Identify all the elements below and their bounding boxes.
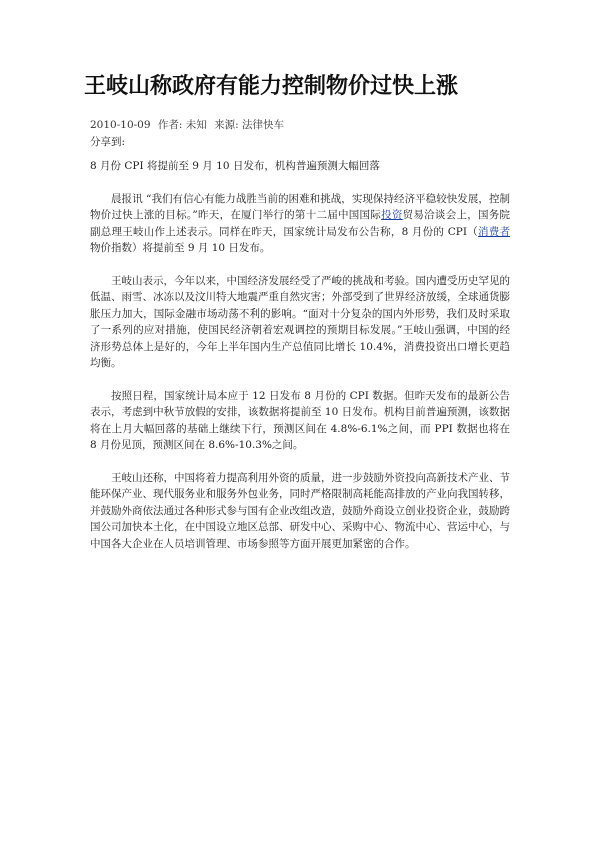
p1-text-after: 物价指数）将提前至 9 月 10 日发布。 xyxy=(90,242,271,254)
article-title: 王岐山称政府有能力控制物价过快上涨 xyxy=(84,74,459,99)
article-date: 2010-10-09 xyxy=(90,119,151,131)
article-meta xyxy=(90,117,288,134)
consumer-link[interactable]: 消费者 xyxy=(478,225,510,238)
p1-text-middle: 贸易洽谈会上，国务院副总理王岐山作上述表示。同样在昨天，国家统计局发布公告称，8 月份的 CPI（ xyxy=(90,209,511,238)
article-paragraph-1 xyxy=(90,191,510,257)
article-source: 来源: 法律快车 xyxy=(214,119,284,131)
article-body xyxy=(90,158,510,568)
article-author: 作者: 未知 xyxy=(157,119,207,131)
article-paragraph-4: 王岐山还称，中国将着力提高利用外资的质量，进一步鼓励外资投向高新技术产业、节能环保产业、现代服务业和服务外包业务，同时严格限制高耗能高排放的产业向我国转移，并鼓励外商依法通过各种形式参与国有企业改组改造，鼓励外商设立创业投资企业，鼓励跨国公司加快本土化，在中国设立地区总部、研发中心、采购中心、物流中心、营运中心，与中国各大企业在人员培训管理、市场参照等方面开展更加紧密的合作。 xyxy=(90,471,510,550)
share-label[interactable]: 分享到: xyxy=(90,136,126,148)
article-paragraph-3: 按照日程，国家统计局本应于 12 日发布 8 月份的 CPI 数据。但昨天发布的最新公告表示，考虑到中秋节放假的安排，该数据将提前至 10 日发布。机构目前普遍预测，该数据将在上月大幅回落的基础上继续下行，预测区间在 4.8%-6.1%之间，而 PPI 数据也将在 8 月份见顶，预测区间在 8.6%-10.3%之间。 xyxy=(90,389,510,451)
article-paragraph-2: 王岐山表示，今年以来，中国经济发展经受了严峻的挑战和考验。国内遭受历史罕见的低温、雨雪、冰冻以及汶川特大地震严重自然灾害；外部受到了世界经济放缓，全球通货膨胀压力加大，国际金融市场动荡不利的影响。“面对十分复杂的国内外形势，我们及时采取了一系列的应对措施，使国民经济朝着宏观调控的预期目标发展。”王岐山强调，中国的经济形势总体上是好的，今年上半年国内生产总值同比增长 10.4%，消费投资出口增长更趋均衡。 xyxy=(90,274,510,369)
article-lead: 8 月份 CPI 将提前至 9 月 10 日发布，机构普遍预测大幅回落 xyxy=(90,160,380,172)
investment-link[interactable]: 投资 xyxy=(381,209,403,221)
p1-text-before: 晨报讯 “我们有信心有能力战胜当前的困难和挑战，实现保持经济平稳较快发展，控制物价过快上涨的目标。”昨天，在厦门举行的第十二届中国国际 xyxy=(90,192,510,221)
